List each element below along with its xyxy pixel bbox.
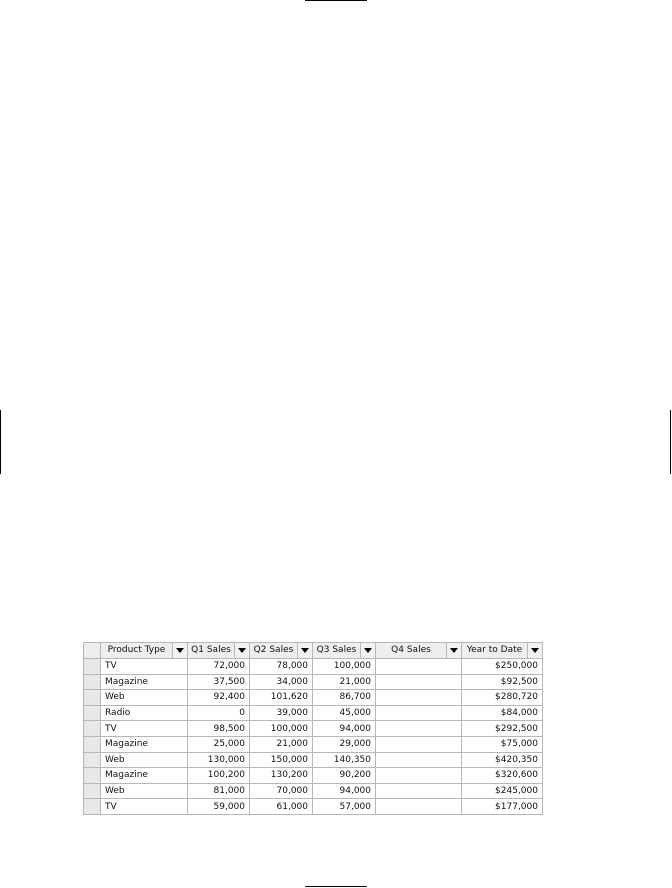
cell-q3-sales[interactable]: 21,000 xyxy=(313,674,376,690)
cell-q2-sales[interactable]: 39,000 xyxy=(250,705,313,721)
cell-year-to-date[interactable]: $292,500 xyxy=(462,721,543,737)
column-header-label: Q4 Sales xyxy=(391,645,431,655)
cell-q4-sales[interactable] xyxy=(376,736,462,752)
cell-product-type[interactable]: Web xyxy=(101,690,188,706)
column-header-year-to-date[interactable] xyxy=(462,643,543,659)
cell-year-to-date[interactable]: $92,500 xyxy=(462,674,543,690)
cell-q4-sales[interactable] xyxy=(376,721,462,737)
cell-year-to-date[interactable]: $250,000 xyxy=(462,659,543,675)
row-selector[interactable] xyxy=(84,799,101,815)
column-header-q1-sales[interactable] xyxy=(188,643,250,659)
cell-q4-sales[interactable] xyxy=(376,690,462,706)
chevron-down-icon xyxy=(301,648,309,653)
cell-q1-sales[interactable]: 59,000 xyxy=(188,799,250,815)
sales-grid-container xyxy=(83,642,543,815)
cell-product-type[interactable]: TV xyxy=(101,659,188,675)
row-selector[interactable] xyxy=(84,674,101,690)
cell-year-to-date[interactable]: $245,000 xyxy=(462,783,543,799)
cell-q2-sales[interactable]: 61,000 xyxy=(250,799,313,815)
cell-product-type[interactable]: Radio xyxy=(101,705,188,721)
cell-q1-sales[interactable]: 72,000 xyxy=(188,659,250,675)
cell-q1-sales[interactable]: 0 xyxy=(188,705,250,721)
row-selector[interactable] xyxy=(84,736,101,752)
chevron-down-icon xyxy=(364,648,372,653)
cell-q1-sales[interactable]: 100,200 xyxy=(188,768,250,784)
cell-q2-sales[interactable]: 101,620 xyxy=(250,690,313,706)
column-header-label: Year to Date xyxy=(466,645,523,655)
cell-year-to-date[interactable]: $320,600 xyxy=(462,768,543,784)
cell-q3-sales[interactable]: 100,000 xyxy=(313,659,376,675)
chevron-down-icon xyxy=(450,648,458,653)
cell-product-type[interactable]: Web xyxy=(101,752,188,768)
table-row xyxy=(84,659,543,675)
cell-q4-sales[interactable] xyxy=(376,768,462,784)
chevron-down-icon xyxy=(176,648,184,653)
cell-q1-sales[interactable]: 81,000 xyxy=(188,783,250,799)
row-selector[interactable] xyxy=(84,768,101,784)
cell-year-to-date[interactable]: $84,000 xyxy=(462,705,543,721)
cell-q2-sales[interactable]: 130,200 xyxy=(250,768,313,784)
cell-q1-sales[interactable]: 130,000 xyxy=(188,752,250,768)
cell-q2-sales[interactable]: 150,000 xyxy=(250,752,313,768)
table-row xyxy=(84,799,543,815)
cell-q2-sales[interactable]: 34,000 xyxy=(250,674,313,690)
cell-q1-sales[interactable]: 98,500 xyxy=(188,721,250,737)
cell-product-type[interactable]: TV xyxy=(101,721,188,737)
filter-dropdown-button[interactable] xyxy=(172,643,187,658)
column-header-q4-sales[interactable] xyxy=(376,643,462,659)
cell-year-to-date[interactable]: $75,000 xyxy=(462,736,543,752)
cell-product-type[interactable]: Magazine xyxy=(101,768,188,784)
row-selector[interactable] xyxy=(84,659,101,675)
cell-q4-sales[interactable] xyxy=(376,659,462,675)
page-bottom-rule xyxy=(305,886,367,887)
cell-q1-sales[interactable]: 92,400 xyxy=(188,690,250,706)
table-row xyxy=(84,705,543,721)
table-row xyxy=(84,736,543,752)
cell-q3-sales[interactable]: 140,350 xyxy=(313,752,376,768)
cell-q2-sales[interactable]: 70,000 xyxy=(250,783,313,799)
cell-year-to-date[interactable]: $280,720 xyxy=(462,690,543,706)
cell-q2-sales[interactable]: 78,000 xyxy=(250,659,313,675)
column-header-q2-sales[interactable] xyxy=(250,643,313,659)
cell-q3-sales[interactable]: 57,000 xyxy=(313,799,376,815)
filter-dropdown-button[interactable] xyxy=(360,643,375,658)
cell-product-type[interactable]: TV xyxy=(101,799,188,815)
cell-q4-sales[interactable] xyxy=(376,705,462,721)
filter-dropdown-button[interactable] xyxy=(527,643,542,658)
cell-q2-sales[interactable]: 100,000 xyxy=(250,721,313,737)
row-selector[interactable] xyxy=(84,705,101,721)
select-all-corner[interactable] xyxy=(84,643,101,659)
cell-q3-sales[interactable]: 94,000 xyxy=(313,783,376,799)
table-row xyxy=(84,783,543,799)
column-header-label: Q3 Sales xyxy=(316,645,357,655)
page-right-marker xyxy=(670,410,671,474)
cell-q3-sales[interactable]: 29,000 xyxy=(313,736,376,752)
cell-year-to-date[interactable]: $177,000 xyxy=(462,799,543,815)
column-header-label: Product Type xyxy=(107,645,166,655)
grid-body xyxy=(84,659,543,815)
cell-q4-sales[interactable] xyxy=(376,799,462,815)
row-selector[interactable] xyxy=(84,721,101,737)
cell-product-type[interactable]: Magazine xyxy=(101,674,188,690)
table-row xyxy=(84,690,543,706)
sales-grid xyxy=(83,642,543,815)
cell-q3-sales[interactable]: 86,700 xyxy=(313,690,376,706)
column-header-product-type[interactable] xyxy=(101,643,188,659)
header-row xyxy=(84,643,543,659)
cell-q4-sales[interactable] xyxy=(376,783,462,799)
column-header-label: Q1 Sales xyxy=(191,645,231,655)
cell-q2-sales[interactable]: 21,000 xyxy=(250,736,313,752)
chevron-down-icon xyxy=(238,648,246,653)
table-row xyxy=(84,752,543,768)
cell-q3-sales[interactable]: 90,200 xyxy=(313,768,376,784)
filter-dropdown-button[interactable] xyxy=(297,643,312,658)
cell-q1-sales[interactable]: 37,500 xyxy=(188,674,250,690)
chevron-down-icon xyxy=(531,648,539,653)
cell-q4-sales[interactable] xyxy=(376,674,462,690)
filter-dropdown-button[interactable] xyxy=(446,643,461,658)
cell-product-type[interactable]: Magazine xyxy=(101,736,188,752)
cell-year-to-date[interactable]: $420,350 xyxy=(462,752,543,768)
cell-q4-sales[interactable] xyxy=(376,752,462,768)
row-selector[interactable] xyxy=(84,752,101,768)
cell-q3-sales[interactable]: 45,000 xyxy=(313,705,376,721)
page-top-rule xyxy=(305,0,367,1)
page-left-marker xyxy=(0,410,1,474)
row-selector[interactable] xyxy=(84,783,101,799)
table-row xyxy=(84,674,543,690)
table-row xyxy=(84,721,543,737)
column-header-q3-sales[interactable] xyxy=(313,643,376,659)
cell-q3-sales[interactable]: 94,000 xyxy=(313,721,376,737)
column-header-label: Q2 Sales xyxy=(253,645,294,655)
filter-dropdown-button[interactable] xyxy=(234,643,249,658)
row-selector[interactable] xyxy=(84,690,101,706)
cell-product-type[interactable]: Web xyxy=(101,783,188,799)
table-row xyxy=(84,768,543,784)
cell-q1-sales[interactable]: 25,000 xyxy=(188,736,250,752)
